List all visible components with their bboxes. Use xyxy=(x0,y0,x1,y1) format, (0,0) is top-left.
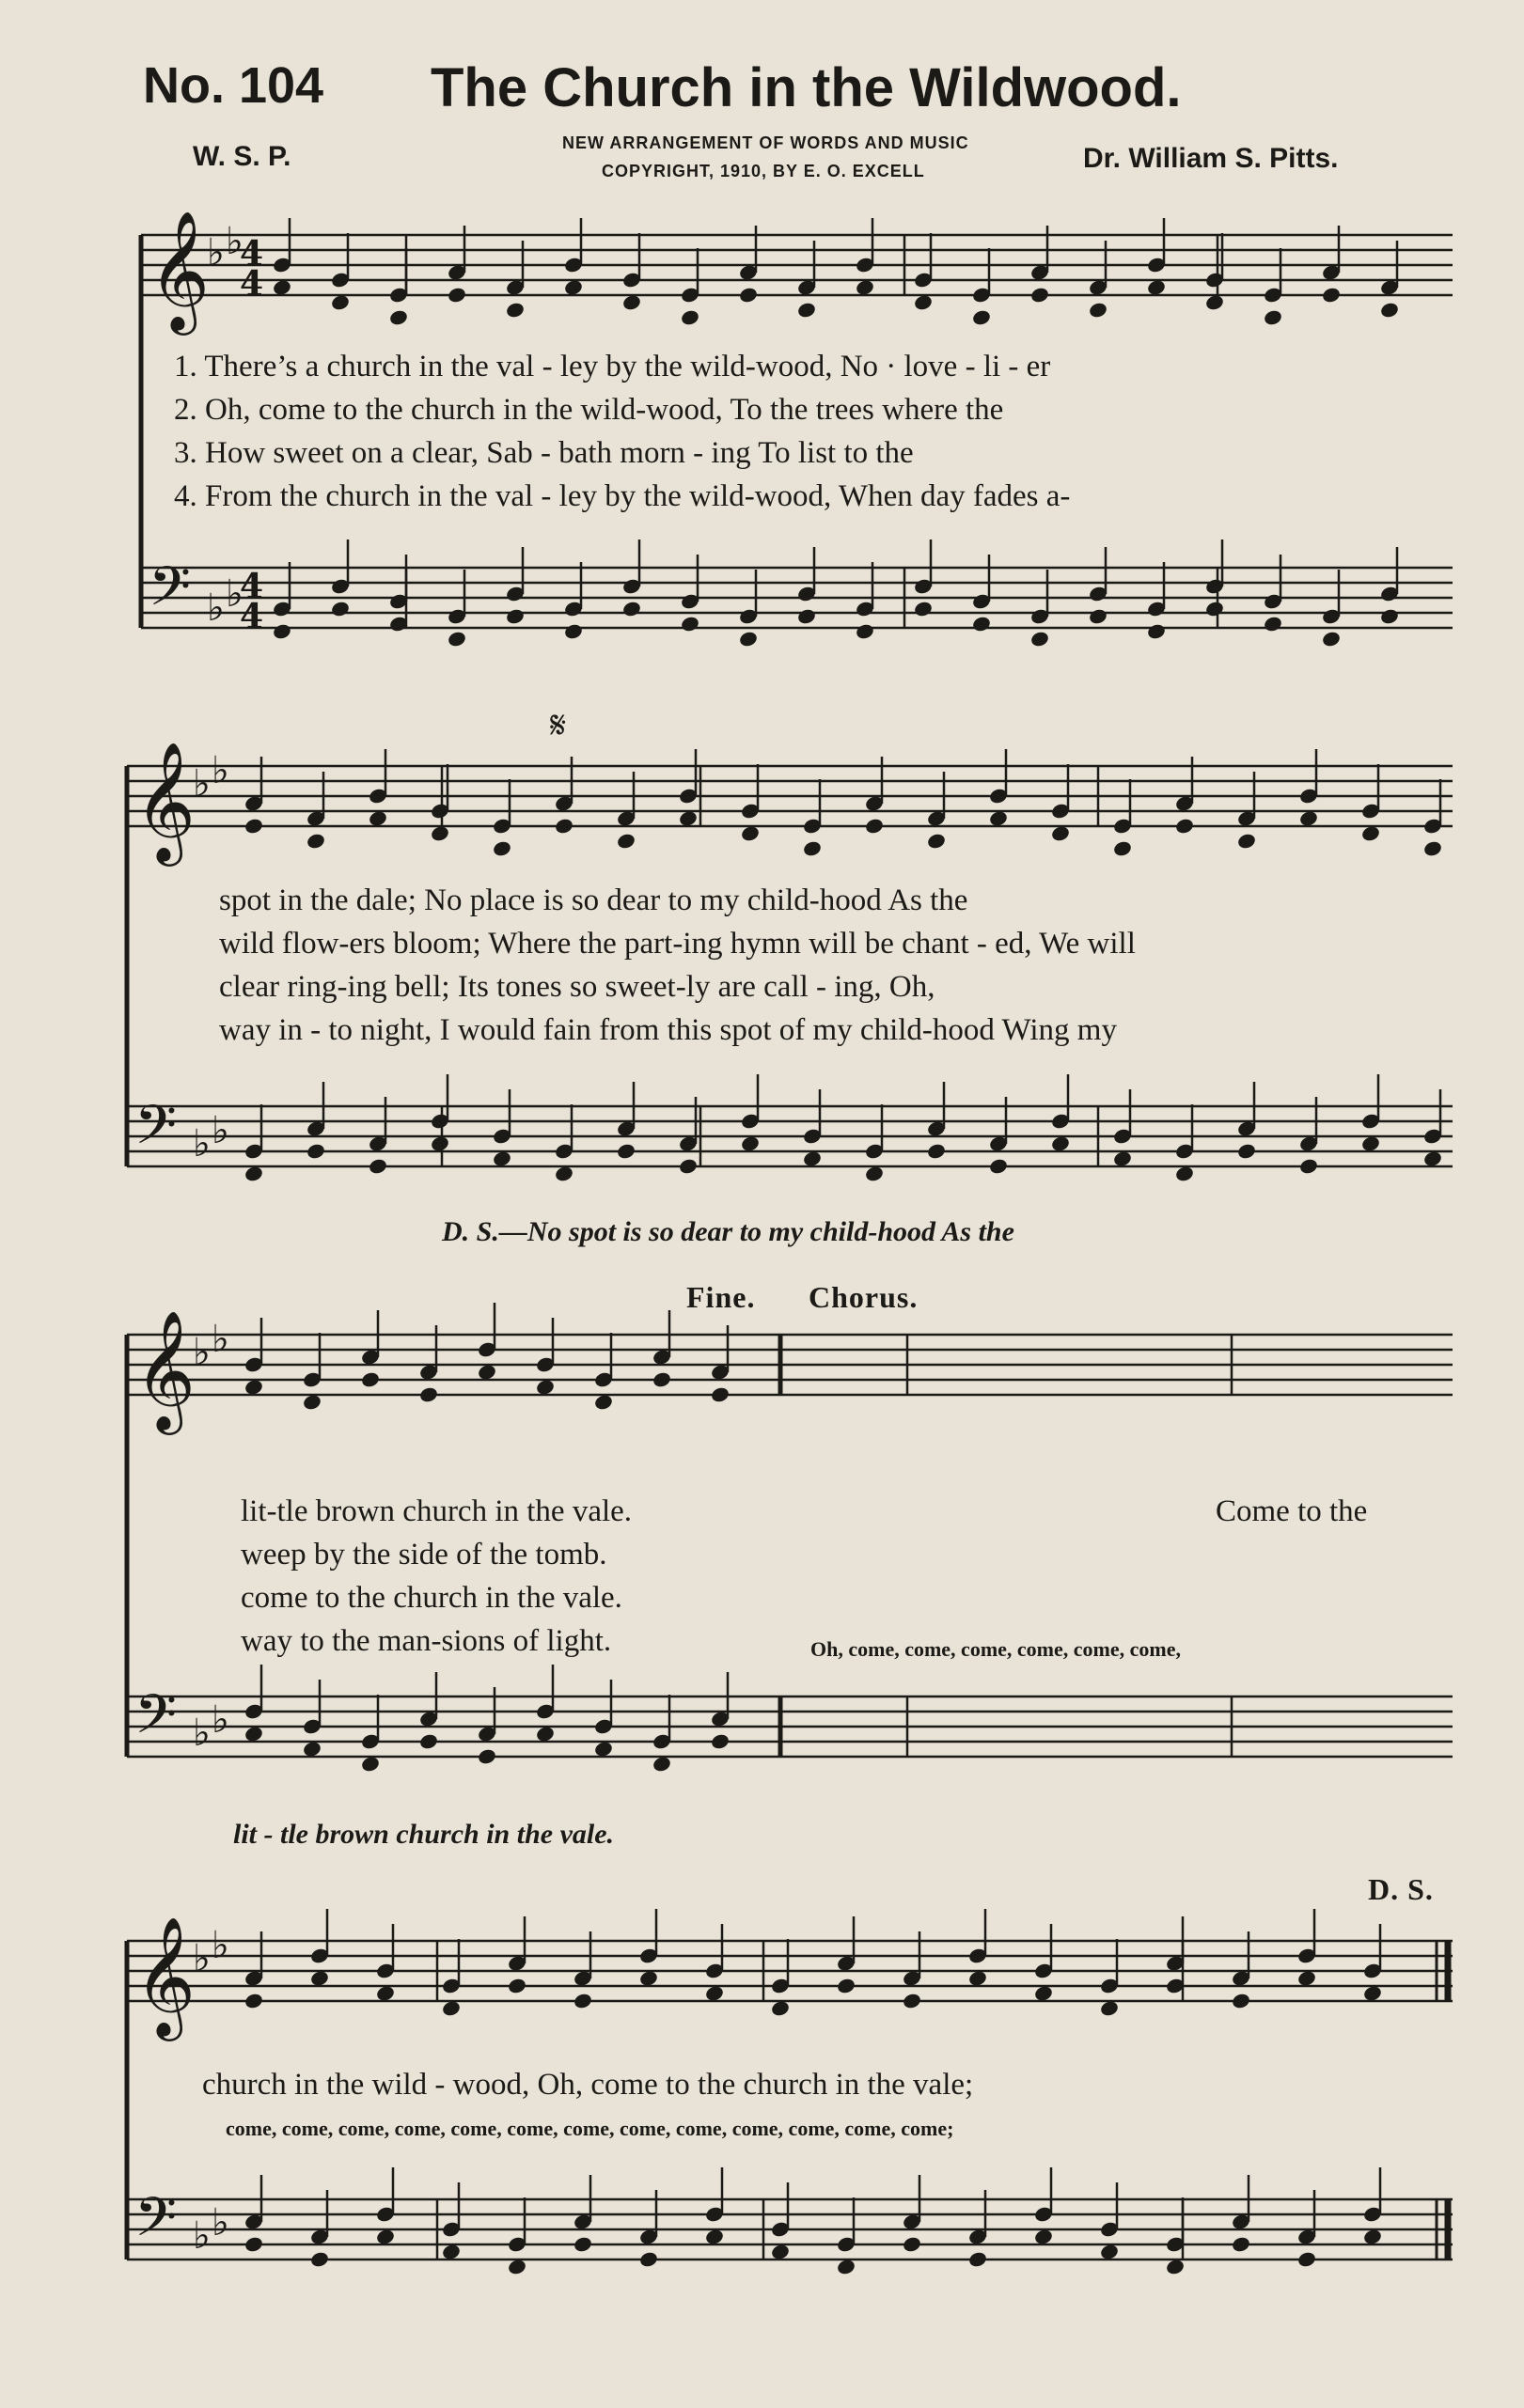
note-head xyxy=(554,817,574,835)
note-head xyxy=(796,301,817,319)
svg-text:𝄞: 𝄞 xyxy=(134,1309,196,1430)
svg-text:𝄢: 𝄢 xyxy=(149,555,192,632)
note-head xyxy=(971,615,992,633)
note-head xyxy=(1088,301,1108,319)
svg-text:♭: ♭ xyxy=(212,1698,229,1742)
note-head xyxy=(967,2250,988,2268)
svg-text:♭: ♭ xyxy=(212,1109,229,1152)
note-head xyxy=(864,817,885,835)
note-head xyxy=(913,600,934,618)
note-head xyxy=(621,600,642,618)
svg-text:𝄋: 𝄋 xyxy=(550,704,567,747)
note-head xyxy=(1112,839,1133,857)
note-head xyxy=(306,1142,326,1160)
svg-text:♭: ♭ xyxy=(193,2214,211,2258)
svg-text:♭: ♭ xyxy=(207,586,225,630)
verse-3-line-2: clear ring-ing bell; Its tones so sweet-ly are call - ing, Oh, xyxy=(219,970,935,1004)
copyright-line-1: NEW ARRANGEMENT OF WORDS AND MUSIC xyxy=(562,133,969,152)
note-head xyxy=(1204,600,1225,618)
note-head xyxy=(738,286,759,304)
note-head xyxy=(678,1157,699,1175)
note-head xyxy=(573,2235,593,2253)
note-head xyxy=(368,1157,388,1175)
words-author: W. S. P. xyxy=(193,141,291,172)
note-head xyxy=(836,1977,856,1994)
note-head xyxy=(971,308,992,326)
note-head xyxy=(573,1992,593,2009)
svg-text:♭: ♭ xyxy=(207,231,225,274)
note-head xyxy=(477,1747,497,1765)
note-head xyxy=(902,2235,922,2253)
ds-lyric-line: D. S.—No spot is so dear to my child-hood As the xyxy=(442,1216,1014,1247)
note-head xyxy=(1321,286,1342,304)
svg-text:♭: ♭ xyxy=(193,1712,211,1755)
svg-text:𝄞: 𝄞 xyxy=(149,210,211,330)
svg-text:4: 4 xyxy=(240,264,264,304)
chorus-bass-lyric-line: come, come, come, come, come, come, come, come, come, come, come, come, come; xyxy=(226,2117,954,2140)
svg-text:♭: ♭ xyxy=(212,1318,229,1361)
note-head xyxy=(1422,839,1443,857)
note-head xyxy=(638,2250,659,2268)
svg-text:♭: ♭ xyxy=(212,2201,229,2244)
note-head xyxy=(418,1732,439,1750)
note-head xyxy=(855,622,875,640)
svg-text:4: 4 xyxy=(240,234,264,274)
verse-3-line-1: 3. How sweet on a clear, Sab - bath morn - ing To list to the xyxy=(174,436,914,470)
note-head xyxy=(926,832,947,850)
verse-2-line-1: 2. Oh, come to the church in the wild-wood, To the trees where the xyxy=(174,393,1004,427)
note-head xyxy=(988,1157,1009,1175)
verse-4-line-2: way in - to night, I would fain from this spot of my child-hood Wing my xyxy=(219,1013,1117,1047)
note-head xyxy=(492,839,512,857)
note-head xyxy=(1321,630,1342,648)
note-head xyxy=(306,832,326,850)
verse-4-line-3: way to the man-sions of light. xyxy=(241,1624,612,1658)
verse-2-line-2: wild flow-ers bloom; Where the part-ing hymn will be chant - ed, We will xyxy=(219,927,1136,961)
music-composer: Dr. William S. Pitts. xyxy=(1083,143,1339,174)
note-head xyxy=(652,1370,672,1388)
note-head xyxy=(272,622,292,640)
note-head xyxy=(505,607,526,625)
note-head xyxy=(244,1992,264,2009)
verse-2-line-3: weep by the side of the tomb. xyxy=(241,1538,607,1571)
svg-text:♭: ♭ xyxy=(226,220,244,263)
svg-text:𝄞: 𝄞 xyxy=(134,1915,196,2036)
note-head xyxy=(680,308,700,326)
svg-text:4: 4 xyxy=(240,597,264,636)
hymn-title: The Church in the Wildwood. xyxy=(431,57,1182,118)
note-head xyxy=(1029,286,1050,304)
verse-4-line-1: 4. From the church in the val - ley by the wild-wood, When day fades a- xyxy=(174,479,1071,513)
note-head xyxy=(1029,630,1050,648)
svg-text:𝄞: 𝄞 xyxy=(134,741,196,861)
note-head xyxy=(1263,308,1283,326)
note-head xyxy=(1298,1157,1319,1175)
svg-text:♭: ♭ xyxy=(193,1331,211,1374)
svg-text:♭: ♭ xyxy=(193,762,211,805)
note-head xyxy=(926,1142,947,1160)
note-head xyxy=(616,1142,636,1160)
note-head xyxy=(360,1370,381,1388)
svg-text:♭: ♭ xyxy=(193,1937,211,1980)
note-head xyxy=(710,1732,731,1750)
note-head xyxy=(244,2235,264,2253)
note-head xyxy=(388,308,409,326)
note-head xyxy=(1146,622,1167,640)
note-head xyxy=(1088,607,1108,625)
note-head xyxy=(1236,832,1257,850)
note-head xyxy=(563,622,584,640)
verse-1-line-1: 1. There’s a church in the val - ley by the wild-wood, No · love - li - er xyxy=(174,350,1051,383)
ds-marking: D. S. xyxy=(1368,1872,1434,1906)
note-head xyxy=(1296,2250,1317,2268)
note-head xyxy=(902,1992,922,2009)
system1-bass-staff xyxy=(141,568,1453,628)
note-head xyxy=(1263,615,1283,633)
note-head xyxy=(1231,1992,1251,2009)
note-head xyxy=(1379,607,1400,625)
note-head xyxy=(796,607,817,625)
note-head xyxy=(680,615,700,633)
verse-3-line-3: come to the church in the vale. xyxy=(241,1581,622,1615)
chorus-bass-lyric: Oh, come, come, come, come, come, come, xyxy=(810,1637,1181,1661)
note-head xyxy=(505,301,526,319)
svg-text:♭: ♭ xyxy=(193,1122,211,1165)
chorus-lyric-line: church in the wild - wood, Oh, come to the church in the vale; xyxy=(202,2068,974,2102)
note-head xyxy=(1174,817,1195,835)
fine-marking: Fine. xyxy=(686,1280,756,1314)
chorus-marking: Chorus. xyxy=(809,1280,919,1314)
note-head xyxy=(447,286,467,304)
svg-text:𝄢: 𝄢 xyxy=(134,1093,178,1170)
svg-text:𝄢: 𝄢 xyxy=(134,1682,178,1759)
verse-1-line-2: spot in the dale; No place is so dear to my child-hood As the xyxy=(219,883,968,917)
note-head xyxy=(1231,2235,1251,2253)
chorus-lyric-start: Come to the xyxy=(1216,1494,1368,1528)
note-head xyxy=(507,1977,527,1994)
note-head xyxy=(710,1385,731,1403)
note-head xyxy=(738,630,759,648)
note-head xyxy=(1236,1142,1257,1160)
verse-1-line-3: lit-tle brown church in the vale. xyxy=(241,1494,633,1528)
note-head xyxy=(330,600,351,618)
note-head xyxy=(802,839,823,857)
note-head xyxy=(616,832,636,850)
hymn-number: No. 104 xyxy=(143,57,324,114)
note-head xyxy=(418,1385,439,1403)
svg-text:4: 4 xyxy=(240,567,264,606)
note-head xyxy=(309,2250,330,2268)
svg-text:♭: ♭ xyxy=(212,749,229,792)
ds-end-lyric-line: lit - tle brown church in the vale. xyxy=(233,1819,615,1850)
note-head xyxy=(1379,301,1400,319)
svg-text:♭: ♭ xyxy=(226,572,244,616)
svg-text:𝄢: 𝄢 xyxy=(134,2185,178,2262)
note-head xyxy=(244,817,264,835)
svg-text:♭: ♭ xyxy=(212,1924,229,1967)
note-head xyxy=(447,630,467,648)
copyright-line-2: COPYRIGHT, 1910, BY E. O. EXCELL xyxy=(602,162,925,180)
